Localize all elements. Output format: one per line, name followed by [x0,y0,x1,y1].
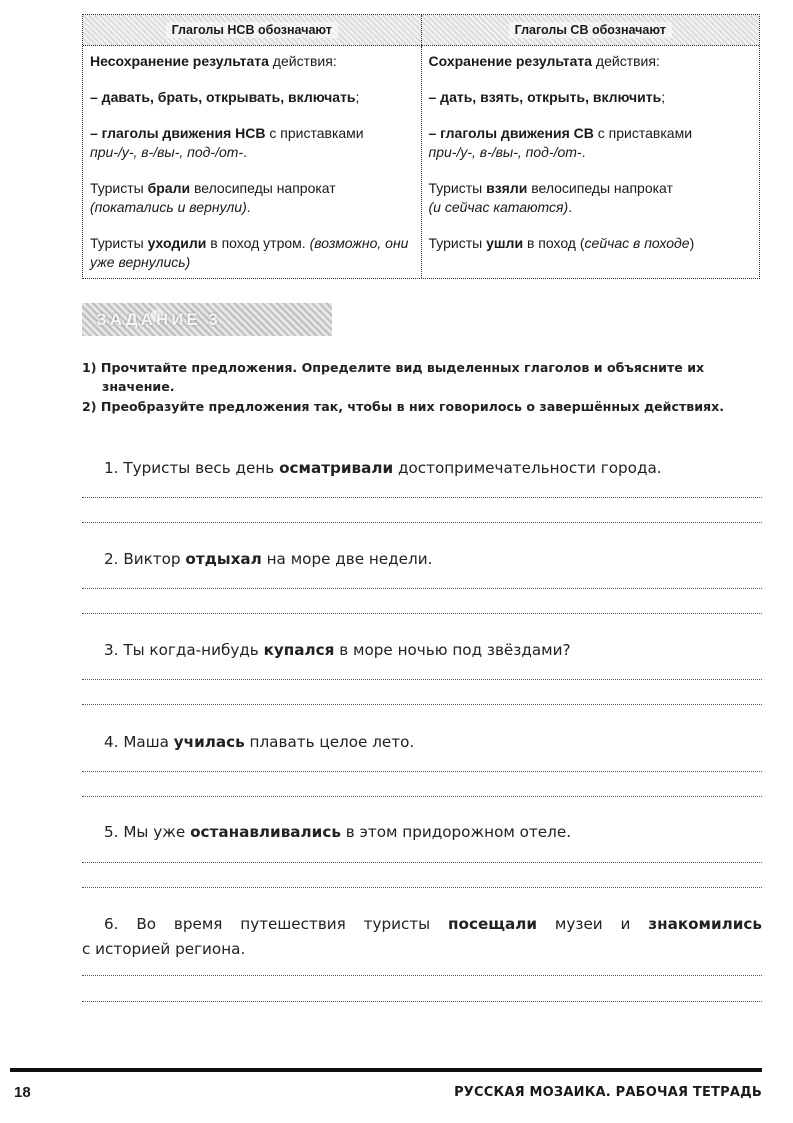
aspect-table [83,15,759,278]
book-title: РУССКАЯ МОЗАИКА. РАБОЧАЯ ТЕТРАДЬ [454,1085,762,1100]
answer-line[interactable] [82,975,762,976]
exercise-sentence: 1. Туристы весь день осматривали достопримечательности города. [104,459,662,477]
imperfective-example-1: Туристы брали велосипеды напрокат (покатались и вернули). [90,180,336,215]
exercise-sentence: 2. Виктор отдыхал на море две недели. [104,550,433,568]
answer-line[interactable] [82,522,762,523]
exercise-sentence: 3. Ты когда-нибудь купался в море ночью под звёздами? [104,641,571,659]
exercise-5 [82,823,762,888]
exercise-sentence: 5. Мы уже останавливались в этом придорожном отеле. [104,823,572,841]
answer-line[interactable] [82,679,762,680]
perfective-meaning: Сохранение результата действия: [428,53,660,69]
answer-line[interactable] [82,887,762,888]
answer-line[interactable] [82,613,762,614]
instruction-1: 1) Прочитайте предложения. Определите вид выделенных глаголов и объясните их значение. [82,360,705,394]
perfective-example-1: Туристы взяли велосипеды напрокат (и сейчас катаются). [428,180,673,215]
exercise-2 [82,550,762,614]
exercise-6 [82,912,762,1002]
imperfective-cell [83,46,421,279]
answer-line[interactable] [82,771,762,772]
exercise-sentence-line-2: с историей региона. [82,940,246,958]
perfective-header: Глаголы СВ обозначают [421,15,759,46]
imperfective-example-2: Туристы уходили в поход утром. (возможно, они уже вернулись) [90,235,409,270]
imperfective-meaning: Несохранение результата действия: [90,53,337,69]
answer-line[interactable] [82,796,762,797]
page-number: 18 [14,1084,31,1101]
exercise-4 [82,733,762,797]
aspect-rules-table [82,14,760,279]
perfective-cell [421,46,759,279]
exercise-1 [82,459,762,523]
answer-line[interactable] [82,1001,762,1002]
imperfective-header: Глаголы НСВ обозначают [83,15,421,46]
answer-line[interactable] [82,497,762,498]
task-instructions [82,358,762,417]
answer-line[interactable] [82,588,762,589]
exercise-3 [82,641,762,705]
footer-rule [10,1068,762,1072]
answer-line[interactable] [82,704,762,705]
exercise-sentence: 4. Маша училась плавать целое лето. [104,733,415,751]
imperfective-motion: – глаголы движения НСВ с приставками при-/у-, в-/вы-, под-/от-. [90,125,364,160]
exercise-sentence [82,912,762,937]
imperfective-verbs: – давать, брать, открывать, включать; [90,89,360,105]
exercise-sentence-line-1: 6. Во время путешествия туристы посещали музеи и знакомились [104,915,762,933]
task-banner: ЗАДАНИЕ 3 [82,303,332,336]
instruction-2: 2) Преобразуйте предложения так, чтобы в них говорилось о завершённых действиях. [82,399,725,414]
perfective-motion: – глаголы движения СВ с приставками при-/у-, в-/вы-, под-/от-. [428,125,693,160]
perfective-example-2: Туристы ушли в поход (сейчас в походе) [428,235,695,251]
perfective-verbs: – дать, взять, открыть, включить; [428,89,666,105]
answer-line[interactable] [82,862,762,863]
